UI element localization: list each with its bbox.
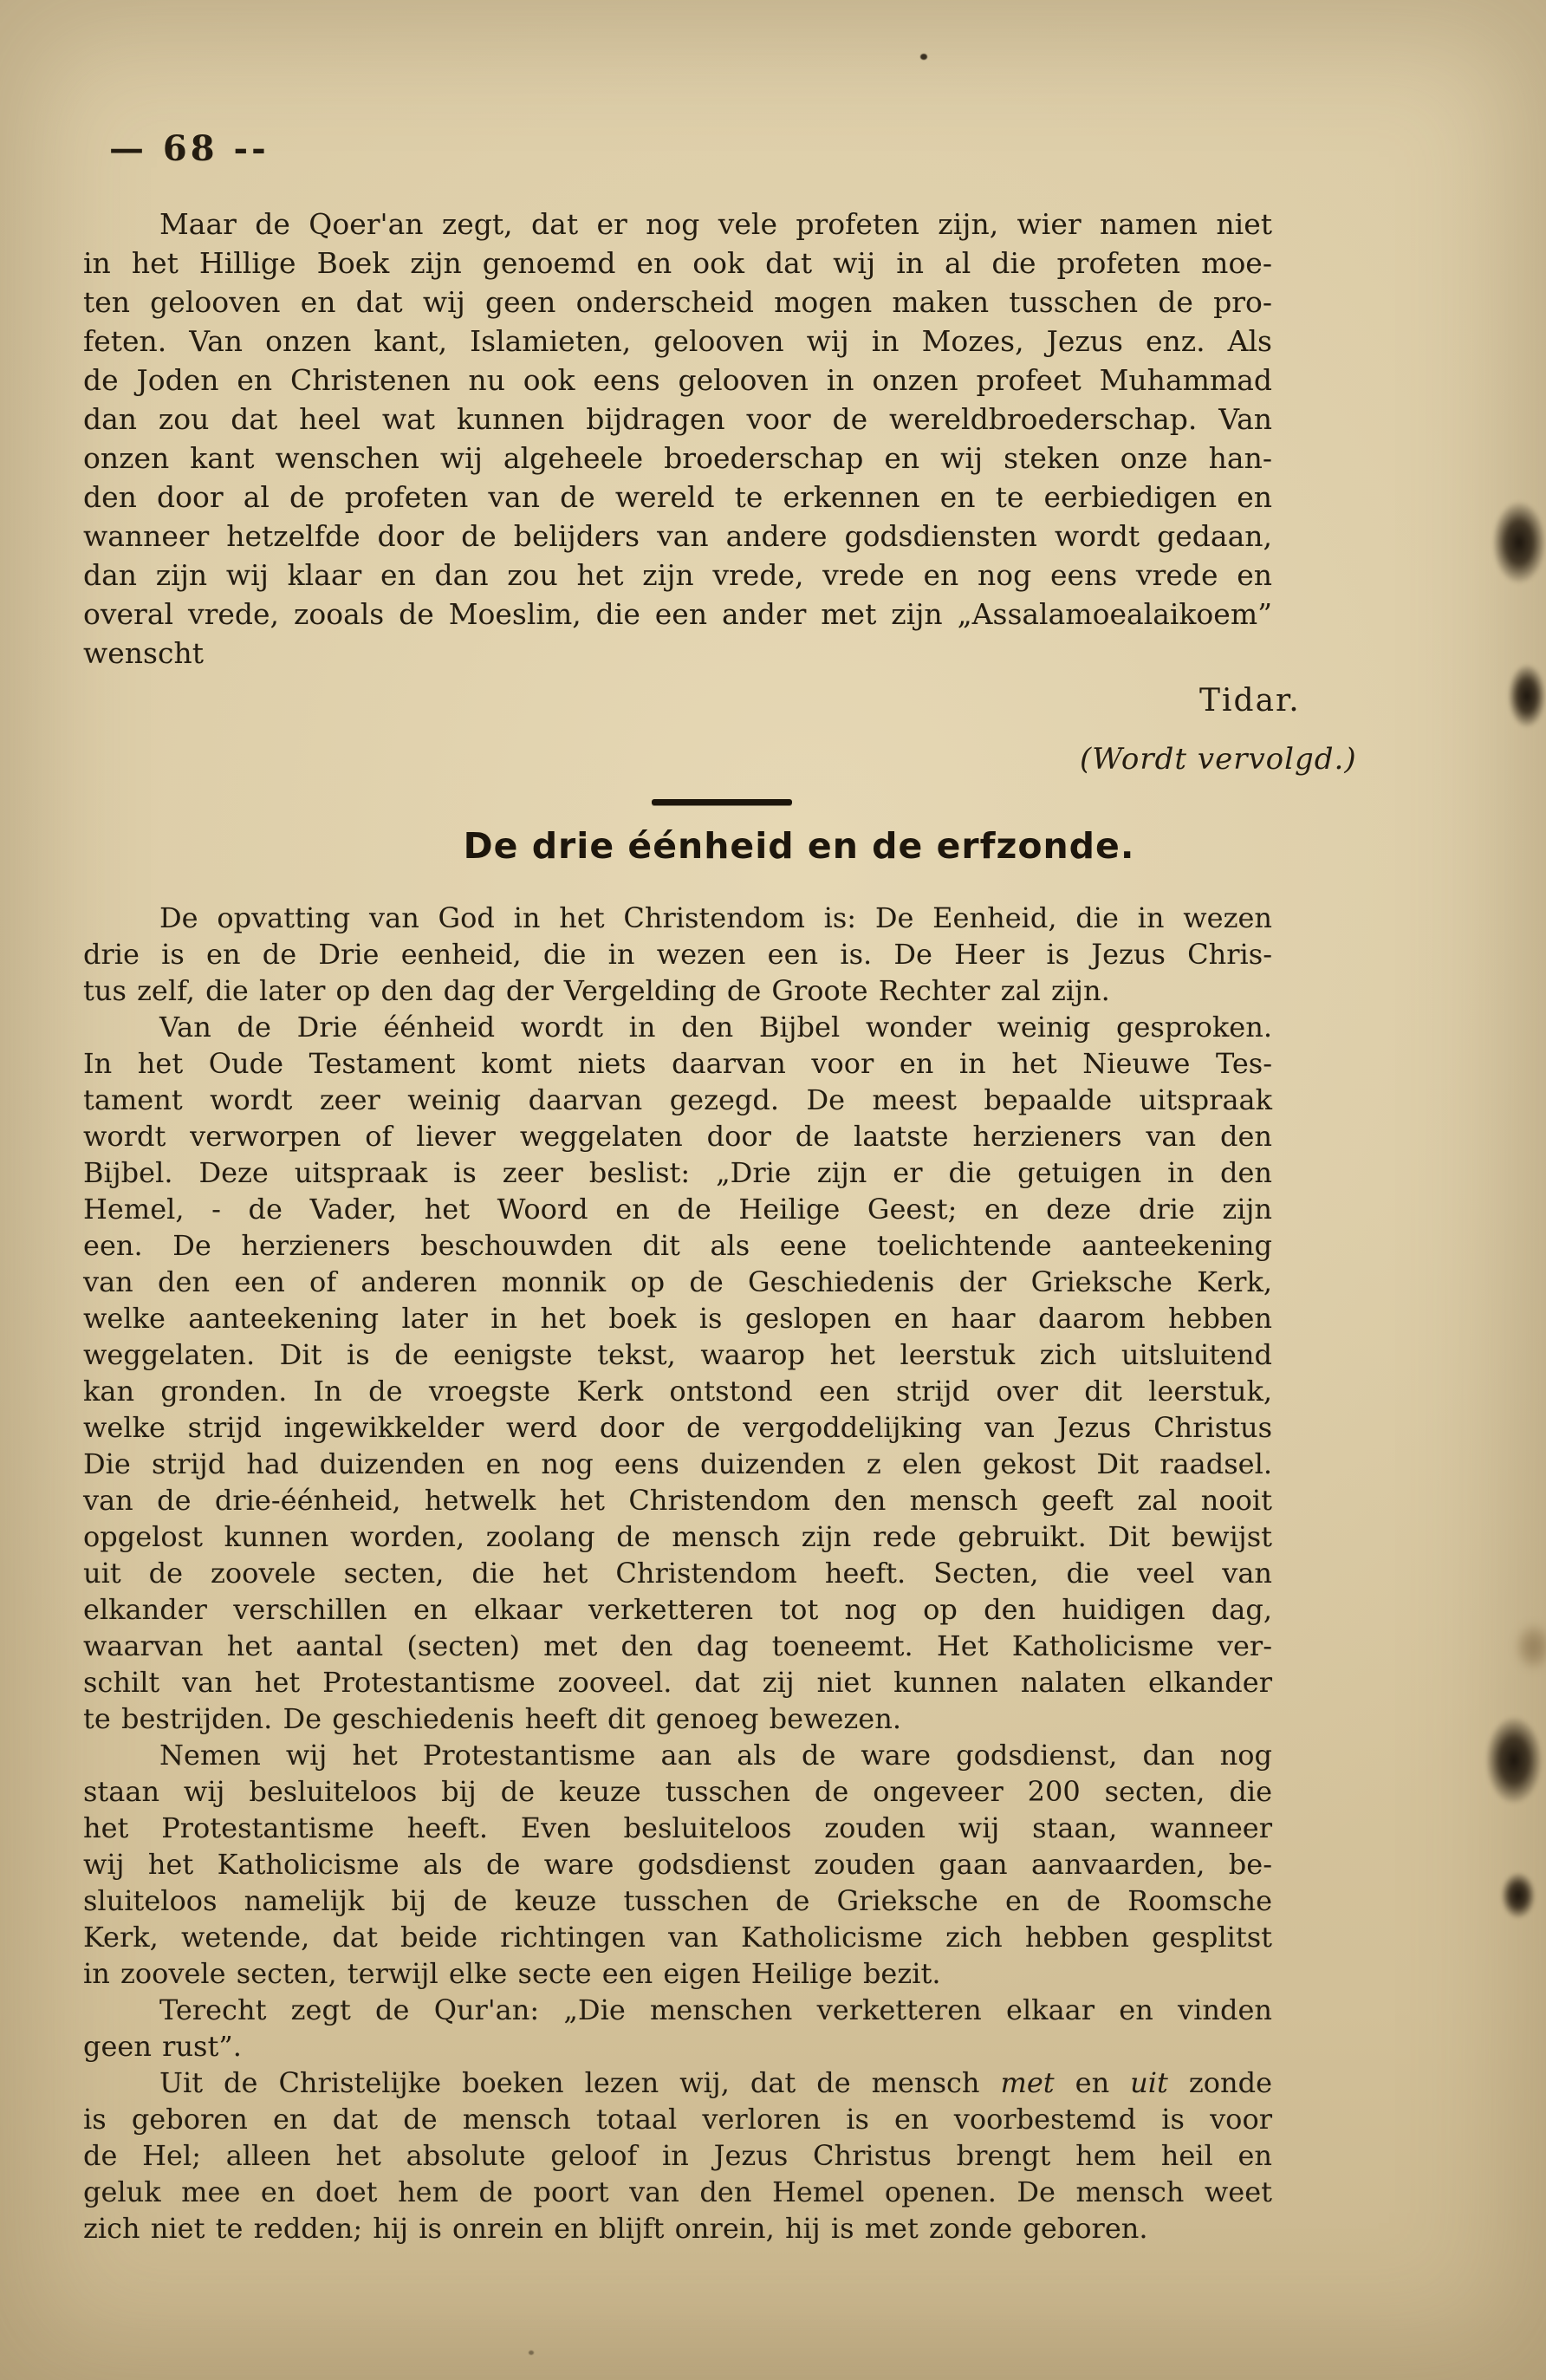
ink-blot	[1508, 664, 1546, 728]
section-divider-rule	[652, 799, 792, 805]
text-line: drie is en de Drie eenheid, die in wezen een is. De Heer is Jezus Chris-	[83, 938, 1272, 971]
text-line: Die strijd had duizenden en nog eens duizenden z elen gekost Dit raadsel.	[83, 1447, 1272, 1480]
text-line: in zoovele secten, terwijl elke secte een eigen Heilige bezit.	[83, 1957, 941, 1990]
text-line: van den een of anderen monnik op de Geschiedenis der Grieksche Kerk,	[83, 1265, 1272, 1298]
text-line: dan zou dat heel wat kunnen bijdragen voor de wereldbroederschap. Van	[83, 402, 1272, 436]
text-line: van de drie-éénheid, hetwelk het Christendom den mensch geeft zal nooit	[83, 1484, 1272, 1517]
text-line: wanneer hetzelfde door de belijders van andere godsdiensten wordt gedaan,	[83, 519, 1272, 553]
article-trinity-body	[83, 900, 1272, 2247]
page-number: — 68 --	[109, 128, 270, 169]
paragraph	[83, 1009, 1272, 1737]
paragraph	[83, 1737, 1272, 1992]
text-line: sluiteloos namelijk bij de keuze tusschen de Grieksche en de Roomsche	[83, 1884, 1272, 1917]
text-line: geluk mee en doet hem de poort van den Hemel openen. De mensch weet	[83, 2175, 1272, 2208]
text-line: De opvatting van God in het Christendom is: De Eenheid, die in wezen	[159, 901, 1272, 934]
text-line: den door al de profeten van de wereld te erkennen en te eerbiedigen en	[83, 480, 1272, 514]
text-line: staan wij besluiteloos bij de keuze tusschen de ongeveer 200 secten, die	[83, 1775, 1272, 1808]
ink-speck	[920, 54, 927, 60]
text-line: welke aanteekening later in het boek is geslopen en haar daarom hebben	[83, 1302, 1272, 1335]
text-line: kan gronden. In de vroegste Kerk ontstond een strijd over dit leerstuk,	[83, 1375, 1272, 1408]
paragraph	[83, 1992, 1272, 2065]
paragraph	[83, 205, 1272, 673]
text-line: Bijbel. Deze uitspraak is zeer beslist: „Drie zijn er die getuigen in den	[83, 1156, 1272, 1189]
text-line: Maar de Qoer'an zegt, dat er nog vele profeten zijn, wier namen niet	[159, 207, 1272, 241]
text-line: Uit de Christelijke boeken lezen wij, dat de mensch met en uit zonde	[159, 2066, 1273, 2099]
text-line: overal vrede, zooals de Moeslim, die een ander met zijn „Assalamoealaikoem”	[83, 597, 1272, 631]
text-line: is geboren en dat de mensch totaal verloren is en voorbestemd is voor	[83, 2103, 1272, 2136]
ink-blot	[1501, 1872, 1536, 1919]
ink-blot	[1485, 1716, 1543, 1805]
text-line: zich niet te redden; hij is onrein en blijft onrein, hij is met zonde geboren.	[83, 2212, 1148, 2245]
article-islam-body	[83, 205, 1272, 673]
text-line: de Joden en Christenen nu ook eens gelooven in onzen profeet Muhammad	[83, 363, 1272, 397]
text-line: geen rust”.	[83, 2030, 242, 2063]
text-line: in het Hillige Boek zijn genoemd en ook dat wij in al die profeten moe-	[83, 246, 1272, 280]
text-line: In het Oude Testament komt niets daarvan voor en in het Nieuwe Tes-	[83, 1047, 1272, 1080]
text-line: Hemel, - de Vader, het Woord en de Heilige Geest; en deze drie zijn	[83, 1193, 1272, 1226]
author-signature: Tidar.	[1199, 683, 1301, 719]
text-line: wenscht	[83, 636, 204, 670]
text-line: Van de Drie éénheid wordt in den Bijbel wonder weinig gesproken.	[159, 1011, 1272, 1044]
text-line: Kerk, wetende, dat beide richtingen van Katholicisme zich hebben gesplitst	[83, 1921, 1272, 1954]
text-line: elkander verschillen en elkaar verketteren tot nog op den huidigen dag,	[83, 1593, 1272, 1626]
text-line: te bestrijden. De geschiedenis heeft dit genoeg bewezen.	[83, 1702, 901, 1735]
text-line: dan zijn wij klaar en dan zou het zijn vrede, vrede en nog eens vrede en	[83, 558, 1272, 592]
text-line: schilt van het Protestantisme zooveel. dat zij niet kunnen nalaten elkander	[83, 1666, 1272, 1699]
ink-speck	[529, 2351, 534, 2355]
text-line: ten gelooven en dat wij geen onderscheid mogen maken tusschen de pro-	[83, 285, 1272, 319]
ink-smudge	[1515, 1622, 1546, 1671]
paragraph	[83, 2065, 1272, 2247]
text-line: opgelost kunnen worden, zoolang de mensch zijn rede gebruikt. Dit bewijst	[83, 1520, 1272, 1553]
ink-blot	[1492, 501, 1546, 584]
text-line: onzen kant wenschen wij algeheele broederschap en wij steken onze han-	[83, 441, 1272, 475]
text-line: wij het Katholicisme als de ware godsdienst zouden gaan aanvaarden, be-	[83, 1848, 1272, 1881]
text-line: tament wordt zeer weinig daarvan gezegd. De meest bepaalde uitspraak	[83, 1083, 1272, 1116]
text-line: uit de zoovele secten, die het Christendom heeft. Secten, die veel van	[83, 1557, 1272, 1590]
text-line: tus zelf, die later op den dag der Vergelding de Groote Rechter zal zijn.	[83, 974, 1110, 1007]
paragraph	[83, 900, 1272, 1009]
text-line: feten. Van onzen kant, Islamieten, gelooven wij in Mozes, Jezus enz. Als	[83, 324, 1272, 358]
text-line: de Hel; alleen het absolute geloof in Jezus Christus brengt hem heil en	[83, 2139, 1272, 2172]
continuation-note: (Wordt vervolgd.)	[1080, 742, 1357, 777]
article-heading: De drie éénheid en de erfzonde.	[463, 825, 1135, 867]
text-line: Nemen wij het Protestantisme aan als de ware godsdienst, dan nog	[159, 1739, 1272, 1772]
text-line: wordt verworpen of liever weggelaten door de laatste herzieners van den	[83, 1120, 1272, 1153]
text-line: Terecht zegt de Qur'an: „Die menschen verketteren elkaar en vinden	[159, 1993, 1272, 2026]
text-line: welke strijd ingewikkelder werd door de vergoddelijking van Jezus Christus	[83, 1411, 1272, 1444]
text-line: het Protestantisme heeft. Even besluiteloos zouden wij staan, wanneer	[83, 1811, 1272, 1844]
text-line: een. De herzieners beschouwden dit als eene toelichtende aanteekening	[83, 1229, 1272, 1262]
text-line: weggelaten. Dit is de eenigste tekst, waarop het leerstuk zich uitsluitend	[83, 1338, 1272, 1371]
text-line: waarvan het aantal (secten) met den dag toeneemt. Het Katholicisme ver-	[83, 1629, 1272, 1662]
